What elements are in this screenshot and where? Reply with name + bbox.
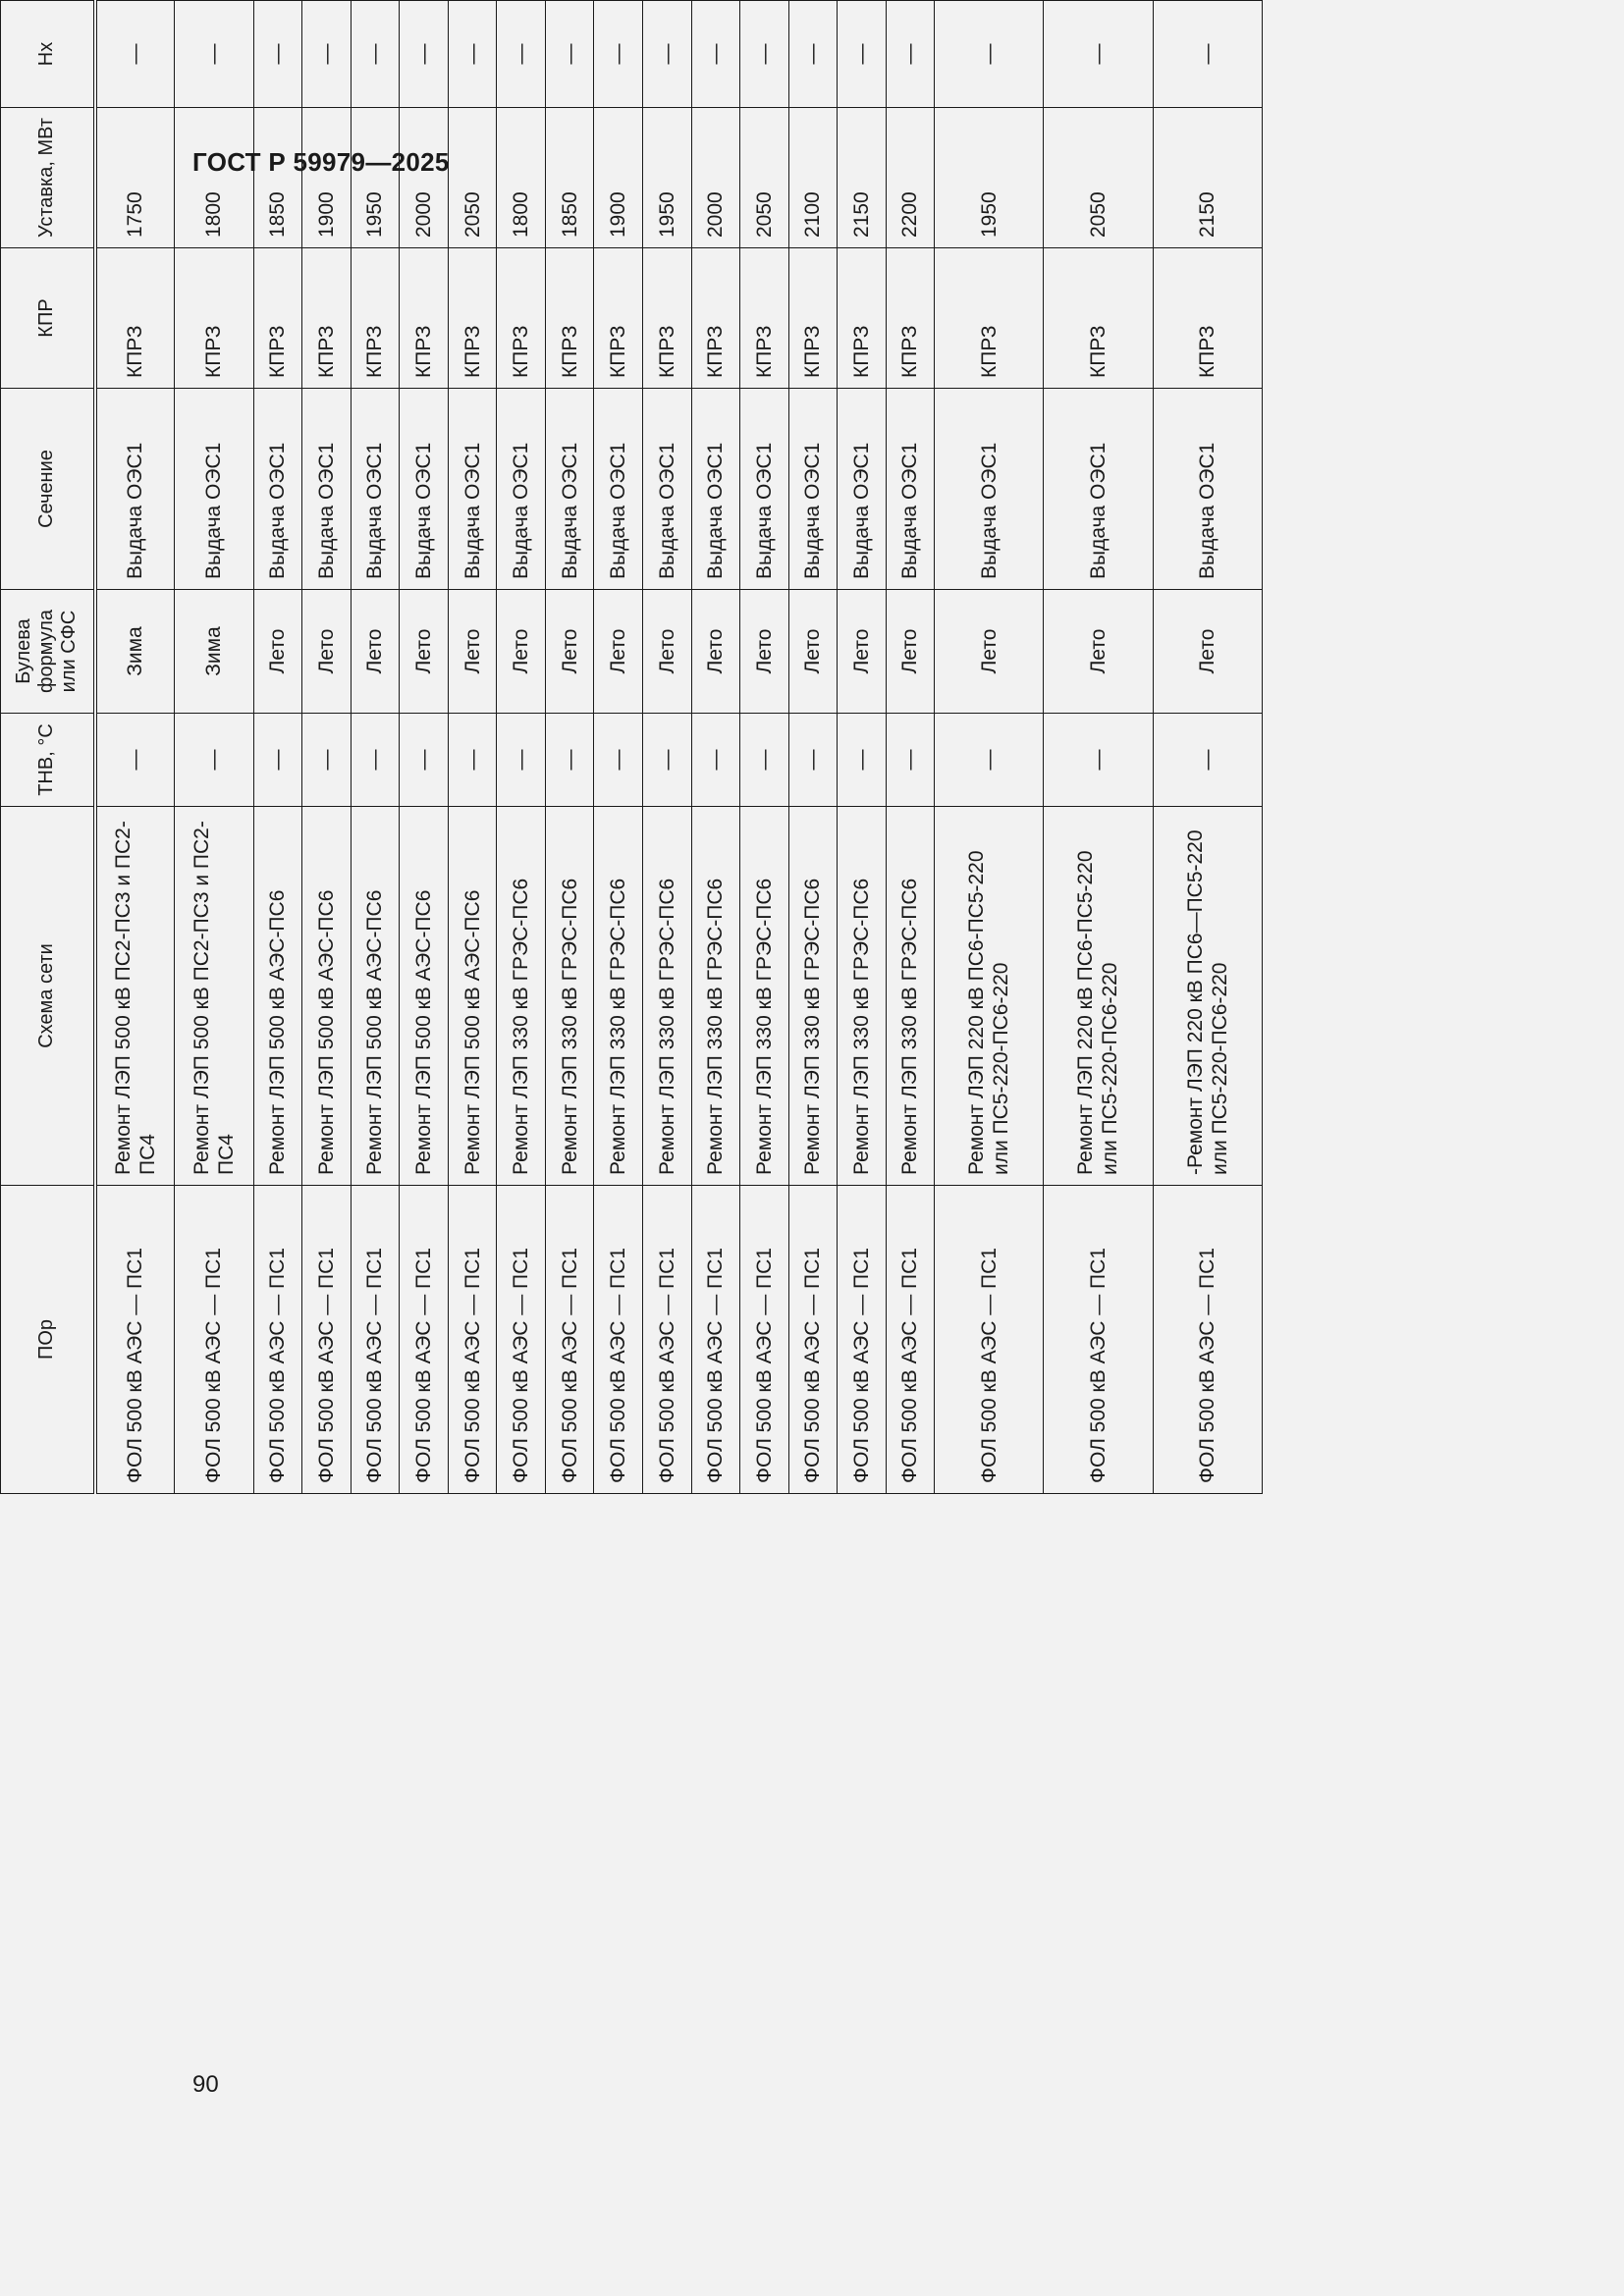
cell-kpr: КПРЗ xyxy=(400,248,449,389)
cell-por: ФОЛ 500 кВ АЭС — ПС1 xyxy=(400,1186,449,1494)
cell-nx: — xyxy=(1044,1,1153,108)
cell-uv-sets xyxy=(935,0,1044,1)
cell-setpoint: 2050 xyxy=(1044,108,1153,248)
cell-boolean-formula: Лето xyxy=(351,590,400,714)
cell-por: ФОЛ 500 кВ АЭС — ПС1 xyxy=(497,1186,546,1494)
cell-por: ФОЛ 500 кВ АЭС — ПС1 xyxy=(838,1186,887,1494)
cell-nx: — xyxy=(886,1,935,108)
cell-nx: — xyxy=(174,1,253,108)
table-row xyxy=(1044,0,1153,1494)
cell-uv-sets xyxy=(691,0,740,1)
cell-nx: — xyxy=(788,1,838,108)
cell-nx: — xyxy=(95,1,175,108)
cell-por: ФОЛ 500 кВ АЭС — ПС1 xyxy=(545,1186,594,1494)
cell-kpr: КПРЗ xyxy=(886,248,935,389)
cell-setpoint: 2000 xyxy=(400,108,449,248)
cell-scheme: Ремонт ЛЭП 500 кВ АЭС-ПС6 xyxy=(351,807,400,1186)
cell-boolean-formula: Лето xyxy=(838,590,887,714)
cell-setpoint: 1900 xyxy=(302,108,352,248)
cell-tnv: — xyxy=(740,714,789,807)
cell-scheme: Ремонт ЛЭП 500 кВ ПС2-ПС3 и ПС2-ПС4 xyxy=(95,807,175,1186)
table-row xyxy=(643,0,692,1494)
table-row xyxy=(691,0,740,1494)
cell-boolean-formula: Лето xyxy=(935,590,1044,714)
cell-scheme: Ремонт ЛЭП 500 кВ ПС2-ПС3 и ПС2-ПС4 xyxy=(174,807,253,1186)
cell-setpoint: 1750 xyxy=(95,108,175,248)
cell-boolean-formula: Лето xyxy=(497,590,546,714)
table-row xyxy=(448,0,497,1494)
document-title: ГОСТ Р 59979—2025 xyxy=(192,147,450,177)
cell-por: ФОЛ 500 кВ АЭС — ПС1 xyxy=(1153,1186,1262,1494)
column-header-kpr: КПР xyxy=(1,248,95,389)
cell-section: Выдача ОЭС1 xyxy=(351,389,400,590)
table-row xyxy=(788,0,838,1494)
cell-kpr: КПРЗ xyxy=(253,248,302,389)
cell-por: ФОЛ 500 кВ АЭС — ПС1 xyxy=(594,1186,643,1494)
cell-uv-sets xyxy=(253,0,302,1)
cell-section: Выдача ОЭС1 xyxy=(1153,389,1262,590)
cell-setpoint: 2150 xyxy=(1153,108,1262,248)
cell-tnv: — xyxy=(95,714,175,807)
cell-setpoint: 2050 xyxy=(740,108,789,248)
cell-uv-sets xyxy=(838,0,887,1)
cell-scheme: Ремонт ЛЭП 330 кВ ГРЭС-ПС6 xyxy=(788,807,838,1186)
cell-section: Выдача ОЭС1 xyxy=(886,389,935,590)
cell-uv-sets xyxy=(886,0,935,1)
cell-nx: — xyxy=(594,1,643,108)
cell-tnv: — xyxy=(935,714,1044,807)
cell-scheme: Ремонт ЛЭП 500 кВ АЭС-ПС6 xyxy=(253,807,302,1186)
cell-section: Выдача ОЭС1 xyxy=(545,389,594,590)
cell-boolean-formula: Зима xyxy=(95,590,175,714)
table-row xyxy=(545,0,594,1494)
cell-boolean-formula: Лето xyxy=(740,590,789,714)
cell-scheme: Ремонт ЛЭП 220 кВ ПС6-ПС5-220 или ПС5-220-ПС6-220 xyxy=(1044,807,1153,1186)
cell-section: Выдача ОЭС1 xyxy=(174,389,253,590)
cell-por: ФОЛ 500 кВ АЭС — ПС1 xyxy=(302,1186,352,1494)
column-header-scheme: Схема сети xyxy=(1,807,95,1186)
cell-section: Выдача ОЭС1 xyxy=(448,389,497,590)
cell-boolean-formula: Лето xyxy=(691,590,740,714)
cell-kpr: КПРЗ xyxy=(448,248,497,389)
cell-kpr: КПРЗ xyxy=(174,248,253,389)
cell-uv-sets xyxy=(594,0,643,1)
cell-nx: — xyxy=(1153,1,1262,108)
cell-nx: — xyxy=(691,1,740,108)
cell-boolean-formula: Лето xyxy=(788,590,838,714)
cell-boolean-formula: Лето xyxy=(545,590,594,714)
cell-por: ФОЛ 500 кВ АЭС — ПС1 xyxy=(740,1186,789,1494)
cell-kpr: КПРЗ xyxy=(838,248,887,389)
cell-nx: — xyxy=(643,1,692,108)
cell-boolean-formula: Лето xyxy=(302,590,352,714)
cell-uv-sets xyxy=(545,0,594,1)
cell-kpr: КПРЗ xyxy=(1044,248,1153,389)
column-header-setpoint: Уставка, МВт xyxy=(1,108,95,248)
cell-boolean-formula: Лето xyxy=(643,590,692,714)
cell-tnv: — xyxy=(643,714,692,807)
cell-uv-sets xyxy=(788,0,838,1)
cell-kpr: КПРЗ xyxy=(788,248,838,389)
cell-tnv: — xyxy=(886,714,935,807)
cell-por: ФОЛ 500 кВ АЭС — ПС1 xyxy=(643,1186,692,1494)
cell-scheme: Ремонт ЛЭП 330 кВ ГРЭС-ПС6 xyxy=(740,807,789,1186)
cell-scheme: Ремонт ЛЭП 330 кВ ГРЭС-ПС6 xyxy=(594,807,643,1186)
cell-section: Выдача ОЭС1 xyxy=(643,389,692,590)
cell-por: ФОЛ 500 кВ АЭС — ПС1 xyxy=(95,1186,175,1494)
cell-section: Выдача ОЭС1 xyxy=(497,389,546,590)
cell-kpr: КПРЗ xyxy=(95,248,175,389)
table-row xyxy=(351,0,400,1494)
cell-tnv: — xyxy=(448,714,497,807)
cell-tnv: — xyxy=(691,714,740,807)
cell-uv-sets xyxy=(1153,0,1262,1)
cell-boolean-formula: Зима xyxy=(174,590,253,714)
cell-section: Выдача ОЭС1 xyxy=(594,389,643,590)
cell-nx: — xyxy=(400,1,449,108)
table-row xyxy=(594,0,643,1494)
cell-boolean-formula: Лето xyxy=(1044,590,1153,714)
cell-setpoint: 1800 xyxy=(174,108,253,248)
table-row xyxy=(886,0,935,1494)
table-header-row xyxy=(1,0,95,1494)
cell-setpoint: 2150 xyxy=(838,108,887,248)
table-row xyxy=(253,0,302,1494)
cell-scheme: Ремонт ЛЭП 330 кВ ГРЭС-ПС6 xyxy=(643,807,692,1186)
cell-section: Выдача ОЭС1 xyxy=(740,389,789,590)
column-header-por: ПОр xyxy=(1,1186,95,1494)
cell-setpoint: 1850 xyxy=(545,108,594,248)
cell-section: Выдача ОЭС1 xyxy=(95,389,175,590)
cell-section: Выдача ОЭС1 xyxy=(838,389,887,590)
cell-tnv: — xyxy=(253,714,302,807)
table-row xyxy=(174,0,253,1494)
cell-scheme: -Ремонт ЛЭП 220 кВ ПС6—ПС5-220 или ПС5-220-ПС6-220 xyxy=(1153,807,1262,1186)
cell-scheme: Ремонт ЛЭП 330 кВ ГРЭС-ПС6 xyxy=(838,807,887,1186)
cell-setpoint: 1950 xyxy=(935,108,1044,248)
cell-kpr: КПРЗ xyxy=(302,248,352,389)
cell-uv-sets xyxy=(351,0,400,1)
cell-boolean-formula: Лето xyxy=(886,590,935,714)
cell-uv-sets xyxy=(400,0,449,1)
cell-kpr: КПРЗ xyxy=(740,248,789,389)
column-header-uv-sets xyxy=(1,0,95,1)
cell-kpr: КПРЗ xyxy=(497,248,546,389)
cell-kpr: КПРЗ xyxy=(545,248,594,389)
cell-scheme: Ремонт ЛЭП 220 кВ ПС6-ПС5-220 или ПС5-220-ПС6-220 xyxy=(935,807,1044,1186)
cell-uv-sets xyxy=(643,0,692,1)
cell-tnv: — xyxy=(1153,714,1262,807)
cell-por: ФОЛ 500 кВ АЭС — ПС1 xyxy=(788,1186,838,1494)
cell-uv-sets xyxy=(95,0,175,1)
table-row xyxy=(95,0,175,1494)
cell-tnv: — xyxy=(788,714,838,807)
cell-setpoint: 1850 xyxy=(253,108,302,248)
table-row xyxy=(935,0,1044,1494)
cell-nx: — xyxy=(740,1,789,108)
cell-setpoint: 2050 xyxy=(448,108,497,248)
cell-uv-sets xyxy=(448,0,497,1)
cell-boolean-formula: Лето xyxy=(448,590,497,714)
cell-uv-sets xyxy=(1044,0,1153,1)
cell-section: Выдача ОЭС1 xyxy=(1044,389,1153,590)
cell-scheme: Ремонт ЛЭП 330 кВ ГРЭС-ПС6 xyxy=(691,807,740,1186)
cell-por: ФОЛ 500 кВ АЭС — ПС1 xyxy=(253,1186,302,1494)
cell-section: Выдача ОЭС1 xyxy=(691,389,740,590)
column-header-boolean-formula: Булева формула или СФС xyxy=(1,590,95,714)
cell-nx: — xyxy=(497,1,546,108)
cell-tnv: — xyxy=(400,714,449,807)
column-header-section: Сечение xyxy=(1,389,95,590)
cell-uv-sets xyxy=(174,0,253,1)
cell-scheme: Ремонт ЛЭП 500 кВ АЭС-ПС6 xyxy=(400,807,449,1186)
cell-boolean-formula: Лето xyxy=(400,590,449,714)
rotated-table-block xyxy=(0,0,1231,1494)
cell-tnv: — xyxy=(594,714,643,807)
cell-uv-sets xyxy=(740,0,789,1)
cell-scheme: Ремонт ЛЭП 330 кВ ГРЭС-ПС6 xyxy=(545,807,594,1186)
cell-boolean-formula: Лето xyxy=(253,590,302,714)
page-number: 90 xyxy=(192,2071,219,2098)
cell-kpr: КПРЗ xyxy=(691,248,740,389)
cell-nx: — xyxy=(935,1,1044,108)
table-body xyxy=(95,0,1263,1494)
cell-scheme: Ремонт ЛЭП 500 кВ АЭС-ПС6 xyxy=(302,807,352,1186)
cell-por: ФОЛ 500 кВ АЭС — ПС1 xyxy=(935,1186,1044,1494)
cell-nx: — xyxy=(302,1,352,108)
cell-por: ФОЛ 500 кВ АЭС — ПС1 xyxy=(351,1186,400,1494)
cell-kpr: КПРЗ xyxy=(351,248,400,389)
table-row xyxy=(400,0,449,1494)
cell-tnv: — xyxy=(1044,714,1153,807)
column-header-nx: Нх xyxy=(1,1,95,108)
cell-uv-sets xyxy=(497,0,546,1)
cell-setpoint: 2100 xyxy=(788,108,838,248)
cell-kpr: КПРЗ xyxy=(643,248,692,389)
cell-section: Выдача ОЭС1 xyxy=(302,389,352,590)
cell-tnv: — xyxy=(545,714,594,807)
cell-setpoint: 2200 xyxy=(886,108,935,248)
cell-boolean-formula: Лето xyxy=(1153,590,1262,714)
cell-section: Выдача ОЭС1 xyxy=(400,389,449,590)
table-row xyxy=(1153,0,1262,1494)
cell-setpoint: 1950 xyxy=(351,108,400,248)
cell-boolean-formula: Лето xyxy=(594,590,643,714)
cell-section: Выдача ОЭС1 xyxy=(253,389,302,590)
cell-scheme: Ремонт ЛЭП 330 кВ ГРЭС-ПС6 xyxy=(497,807,546,1186)
cell-setpoint: 1950 xyxy=(643,108,692,248)
cell-kpr: КПРЗ xyxy=(1153,248,1262,389)
cell-por: ФОЛ 500 кВ АЭС — ПС1 xyxy=(448,1186,497,1494)
cell-section: Выдача ОЭС1 xyxy=(788,389,838,590)
cell-scheme: Ремонт ЛЭП 330 кВ ГРЭС-ПС6 xyxy=(886,807,935,1186)
cell-por: ФОЛ 500 кВ АЭС — ПС1 xyxy=(691,1186,740,1494)
table-row xyxy=(302,0,352,1494)
cell-tnv: — xyxy=(302,714,352,807)
cell-nx: — xyxy=(253,1,302,108)
cell-nx: — xyxy=(838,1,887,108)
cell-kpr: КПРЗ xyxy=(594,248,643,389)
cell-tnv: — xyxy=(174,714,253,807)
cell-tnv: — xyxy=(497,714,546,807)
cell-tnv: — xyxy=(351,714,400,807)
table-row xyxy=(740,0,789,1494)
cell-scheme: Ремонт ЛЭП 500 кВ АЭС-ПС6 xyxy=(448,807,497,1186)
cell-setpoint: 1900 xyxy=(594,108,643,248)
cell-setpoint: 2000 xyxy=(691,108,740,248)
column-header-tnv: ТНВ, °С xyxy=(1,714,95,807)
cell-nx: — xyxy=(448,1,497,108)
cell-section: Выдача ОЭС1 xyxy=(935,389,1044,590)
cell-uv-sets xyxy=(302,0,352,1)
cell-setpoint: 1800 xyxy=(497,108,546,248)
cell-nx: — xyxy=(351,1,400,108)
table-row xyxy=(497,0,546,1494)
cell-nx: — xyxy=(545,1,594,108)
cell-por: ФОЛ 500 кВ АЭС — ПС1 xyxy=(1044,1186,1153,1494)
cell-tnv: — xyxy=(838,714,887,807)
cell-por: ФОЛ 500 кВ АЭС — ПС1 xyxy=(174,1186,253,1494)
cell-kpr: КПРЗ xyxy=(935,248,1044,389)
cell-por: ФОЛ 500 кВ АЭС — ПС1 xyxy=(886,1186,935,1494)
table-row xyxy=(838,0,887,1494)
